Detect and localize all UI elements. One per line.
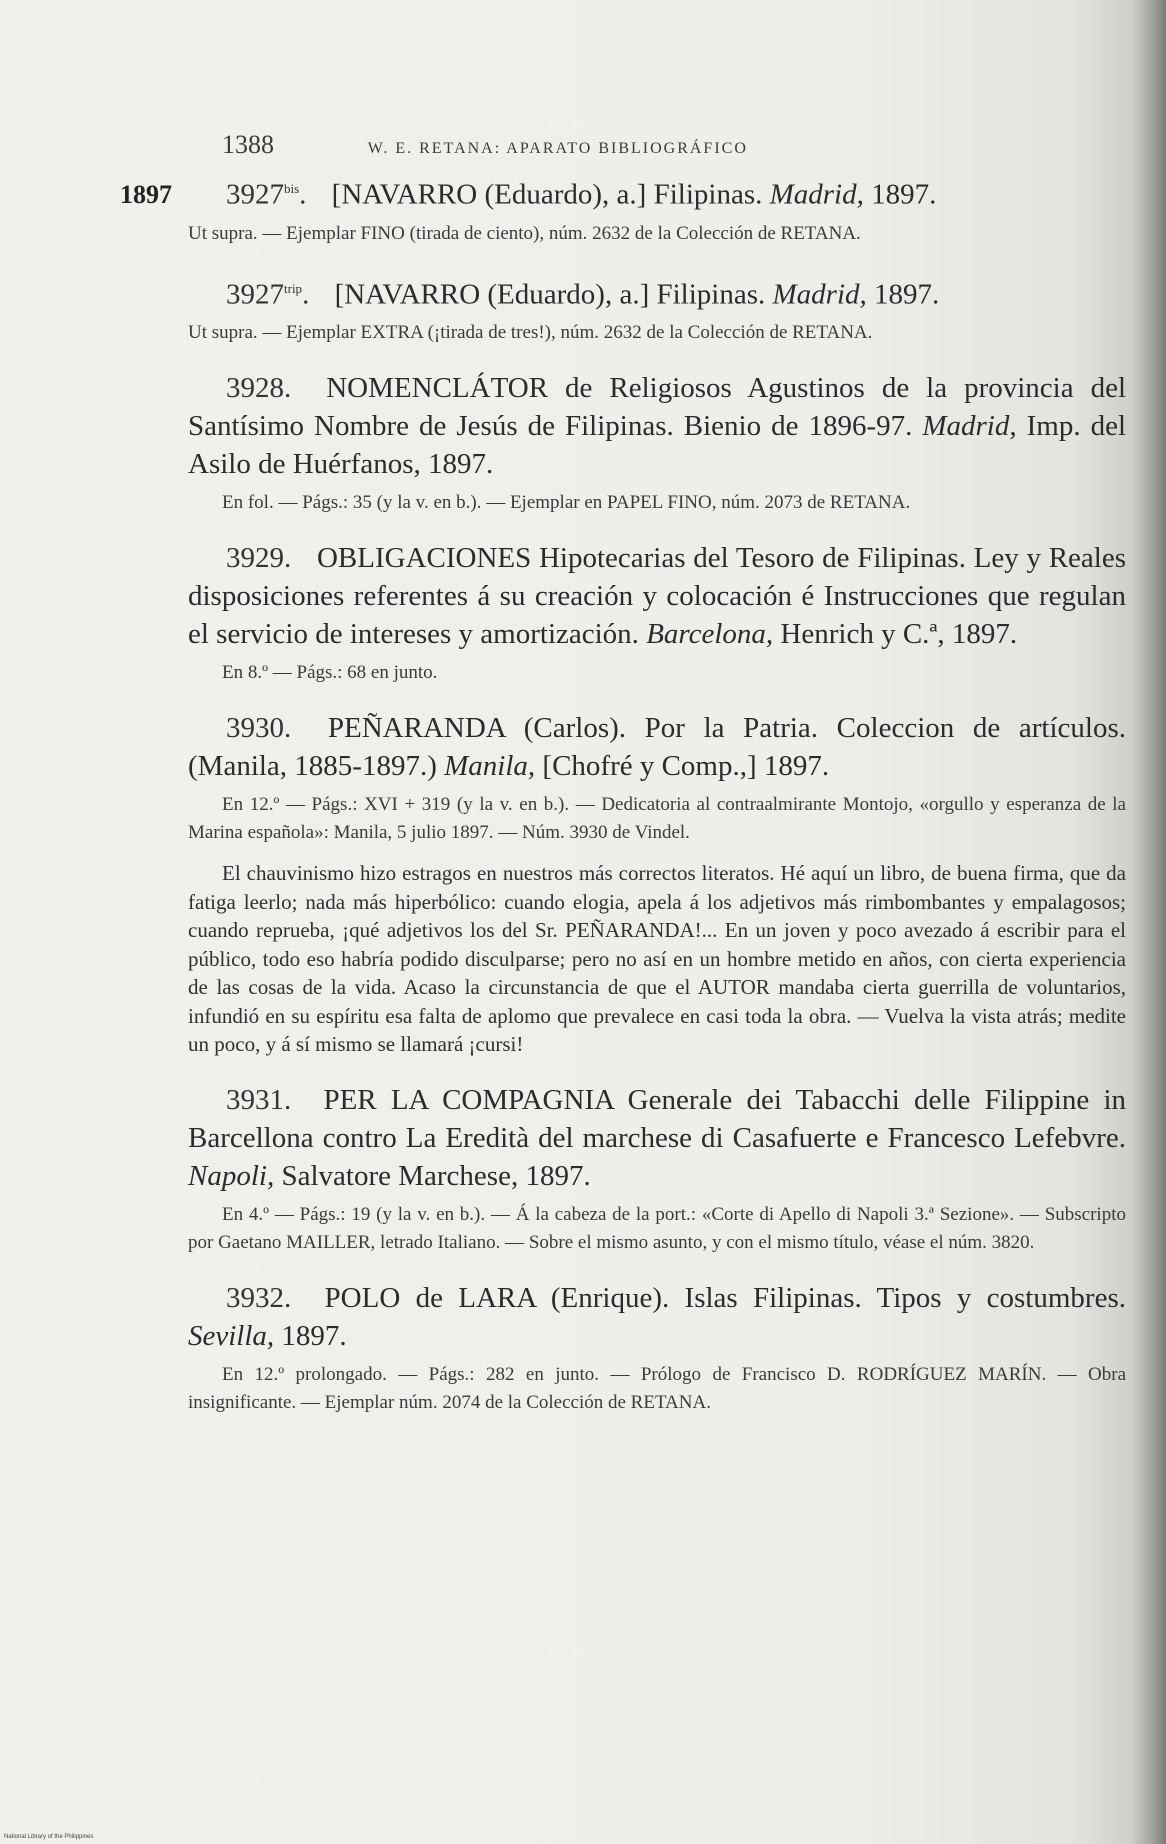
entry-note: En fol. — Págs.: 35 (y la v. en b.). — Ejemplar en PAPEL FINO, núm. 2073 de RETANA. <box>222 492 911 514</box>
entry-note: En 12.º — Págs.: XVI + 319 (y la v. en b.). — Dedicatoria al contraalmirante Montojo, «orgullo y esperanza de la Marina española»: Manila, 5 julio 1897. — Núm. 3930 de Vindel. <box>188 794 1126 844</box>
entry-3930 <box>188 709 1126 1059</box>
entry-number: $3927^{bis}$. <box>226 178 307 211</box>
entry-title-end: 1897. <box>874 278 940 311</box>
entry-title <box>188 369 1126 483</box>
entry-title <box>188 1081 1126 1195</box>
entry-title-end: [Chofré y Comp.,] 1897. <box>542 750 830 783</box>
entry-note: Ut supra. — Ejemplar FINO (tirada de ciento), núm. 2632 de la Colección de RETANA. <box>188 222 861 244</box>
entry-title-text: PER LA COMPAGNIA Generale dei Tabacchi delle Filippine in Barcellona contro La Eredità del marchese di Casafuerte e Francesco Lefebvre. <box>188 1083 1127 1154</box>
entry-title-end: Imp. del Asilo de Huérfanos, 1897. <box>188 410 1126 481</box>
entry-title <box>188 170 1126 214</box>
entry-place: Manila, <box>444 750 536 783</box>
entry-number: 3928. <box>226 372 292 405</box>
entry-title <box>188 709 1126 785</box>
entries-column <box>188 170 1126 1439</box>
entry-place: Madrid, <box>772 278 867 311</box>
entry-number-sup: trip <box>284 280 303 296</box>
entry-place: Napoli, <box>188 1159 275 1192</box>
scan-footer-credit: National Library of the Philippines <box>4 1834 94 1840</box>
entry-3929 <box>188 539 1126 687</box>
entry-3927-trip <box>188 270 1126 348</box>
entry-number: 3932. <box>226 1281 292 1314</box>
entry-place: Madrid, <box>922 410 1017 443</box>
entry-3927-bis <box>188 170 1126 248</box>
entry-3932 <box>188 1279 1126 1417</box>
entry-number: $3927^{trip}$. <box>226 278 310 311</box>
entry-number-sup: bis <box>284 181 300 196</box>
entry-number: 3930. <box>226 712 292 745</box>
entry-title <box>188 1279 1126 1355</box>
entry-note: En 4.º — Págs.: 19 (y la v. en b.). — Á la cabeza de la port.: «Corte di Apello di Napoli 3.ª Sezione». — Subscripto por Gaetano MAILLER, letrado Italiano. — Sobre el mismo asunto, y con el mismo título, véase el núm. 3820. <box>188 1203 1126 1253</box>
entry-number: 3931. <box>226 1083 292 1116</box>
entry-3928 <box>188 369 1126 517</box>
entry-place: Barcelona, <box>646 618 774 651</box>
entry-note: Ut supra. — Ejemplar EXTRA (¡tirada de tres!), núm. 2632 de la Colección de RETANA. <box>188 322 873 344</box>
entry-title-text: OBLIGACIONES Hipotecarias del Tesoro de Filipinas. Ley y Reales disposiciones referentes á su creación y colocación é Instrucciones que regulan el servicio de intereses y amortización. <box>188 542 1127 651</box>
margin-year: 1897 <box>120 180 172 209</box>
entry-title-text: [NAVARRO (Eduardo), a.] Filipinas. <box>334 278 766 311</box>
entry-3931 <box>188 1081 1126 1257</box>
entry-title-text: PEÑARANDA (Carlos). Por la Patria. Coleccion de artículos. (Manila, 1885-1897.) <box>188 712 1126 783</box>
page-number: 1388 <box>222 130 274 159</box>
entry-number: 3929. <box>226 542 292 575</box>
page-edge-shadow <box>1132 0 1166 1844</box>
entry-commentary: El chauvinismo hizo estragos en nuestros más correctos literatos. Hé aquí un libro, de buena firma, que da fatiga leerlo; nada más hiperbólico: cuando elogia, apela á los adjetivos más rimbombantes y empalagosos; cuando reprueba, ¡qué adjetivos los del Sr. PEÑARANDA!... En un joven y poco avezado á escribir para el público, todo eso habría podido disculparse; pero no así en un hombre metido en años, con cierta experiencia de las cosas de la vida. Acaso la circunstancia de que el AUTOR mandaba cierta guerrilla de voluntarios, infundió en su espíritu esa falta de aplomo que prevalece en casi toda la obra. — Vuelva la vista atrás; medite un poco, y á sí mismo se llamará ¡cursi! <box>188 861 1126 1057</box>
entry-title <box>188 539 1126 653</box>
running-title: W. E. RETANA: APARATO BIBLIOGRÁFICO <box>367 140 748 157</box>
entry-title-text: NOMENCLÁTOR de Religiosos Agustinos de la provincia del Santísimo Nombre de Jesús de Filipinas. Bienio de 1896-97. <box>188 372 1127 443</box>
entry-title <box>188 270 1126 314</box>
entry-title-end: 1897. <box>871 178 937 211</box>
running-header <box>222 130 1122 160</box>
entry-place: Madrid, <box>769 178 864 211</box>
entry-title-end: Henrich y C.ª, 1897. <box>780 618 1018 651</box>
entry-title-end: Salvatore Marchese, 1897. <box>281 1159 591 1192</box>
entry-note: En 8.º — Págs.: 68 en junto. <box>222 662 438 684</box>
entry-title-end: 1897. <box>281 1319 347 1352</box>
entry-title-text: POLO de LARA (Enrique). Islas Filipinas. Tipos y costumbres. <box>324 1281 1126 1314</box>
entry-title-text: [NAVARRO (Eduardo), a.] Filipinas. <box>331 178 763 211</box>
entry-place: Sevilla, <box>188 1319 275 1352</box>
entry-note: En 12.º prolongado. — Págs.: 282 en junto. — Prólogo de Francisco D. RODRÍGUEZ MARÍN. — Obra insignificante. — Ejemplar núm. 2074 de la Colección de RETANA. <box>188 1363 1126 1413</box>
